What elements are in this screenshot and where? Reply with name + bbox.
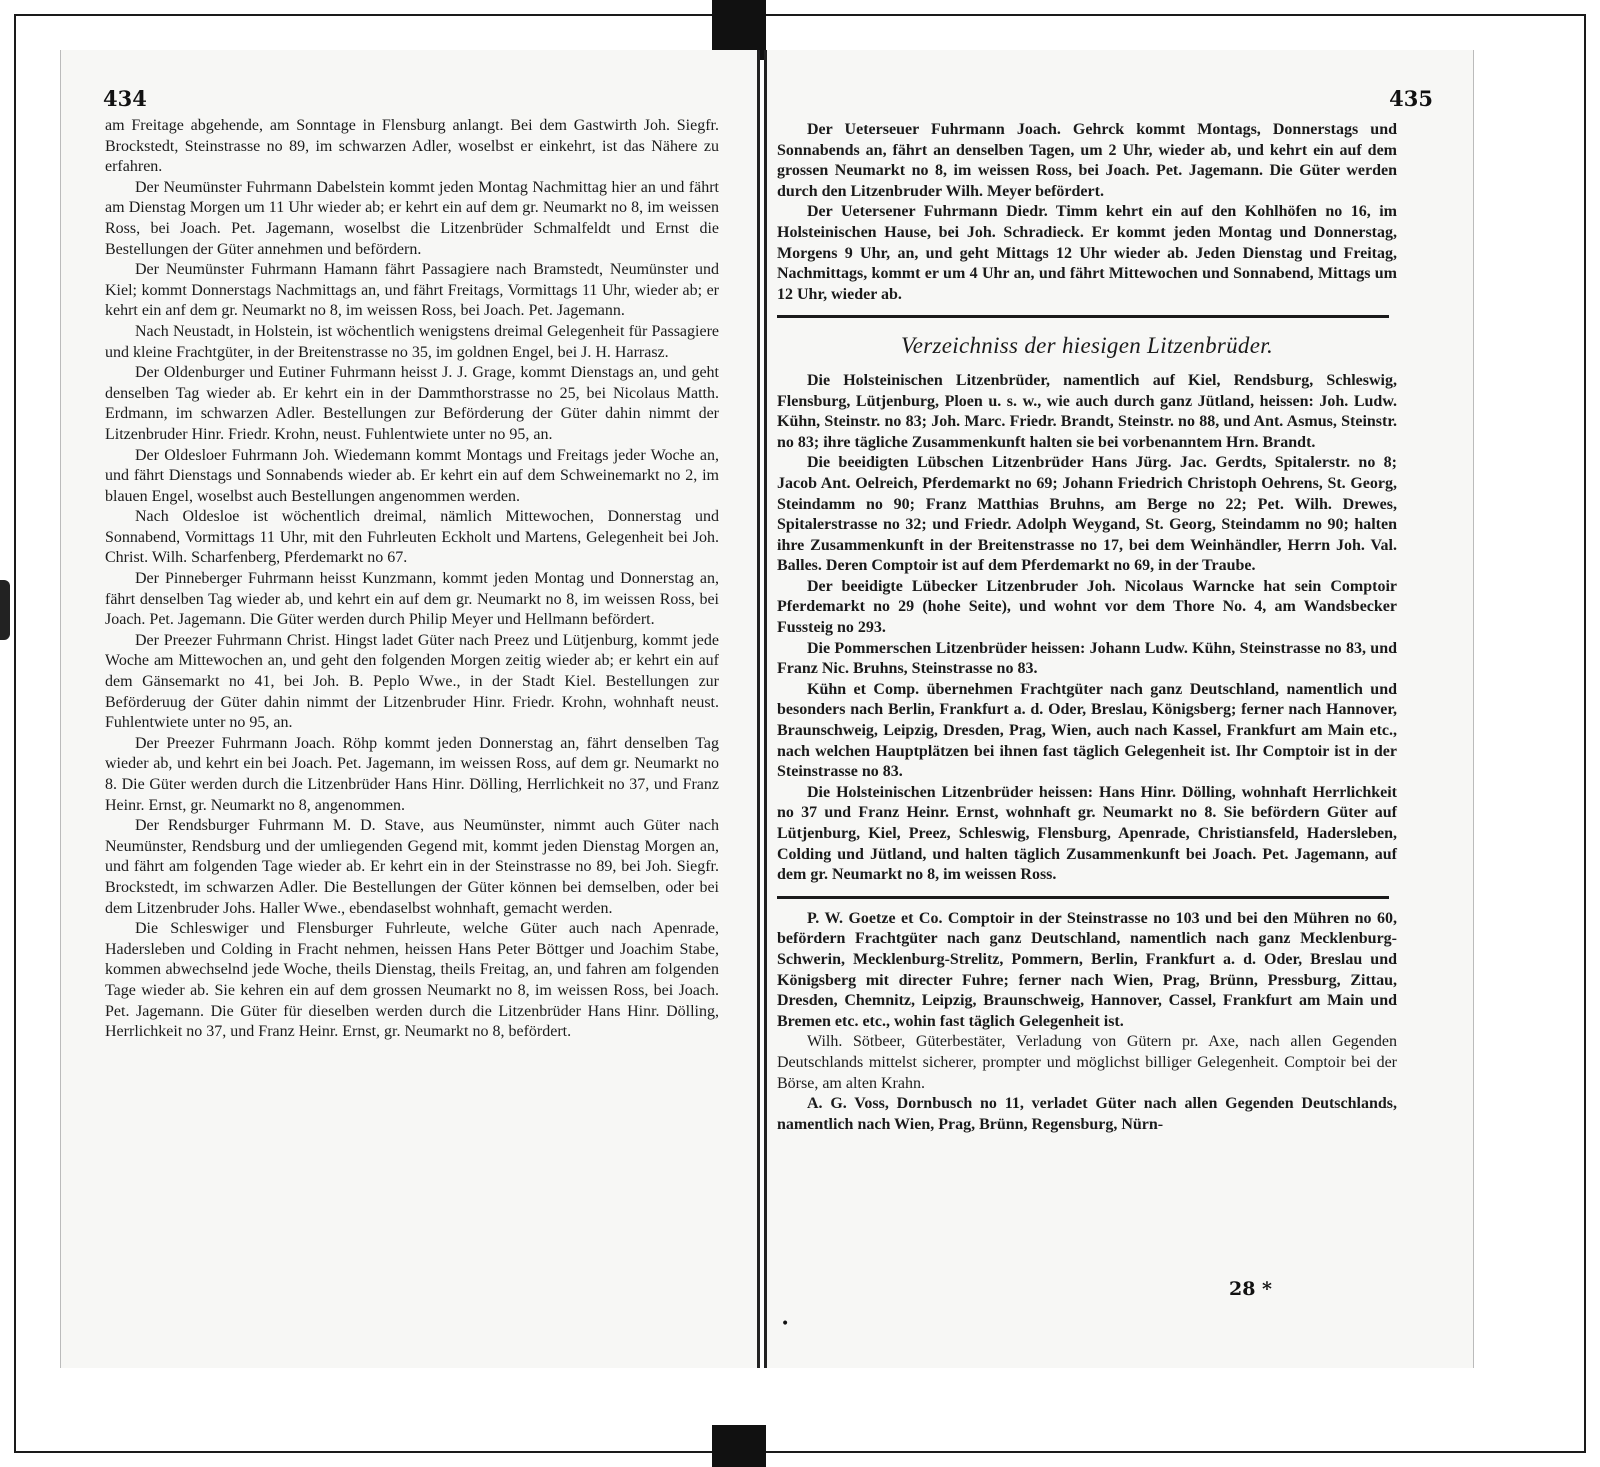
paragraph: am Freitage abgehende, am Sonntage in Flensburg anlangt. Bei dem Gastwirth Joh. Siegfr. Brockstedt, Steinstrasse no 89, im schwarzen Adler, woselbst er einkehrt, ist das Nähere zu erfahren.	[105, 117, 719, 176]
paragraph: Der Neumünster Fuhrmann Dabelstein kommt jeden Montag Nachmittag hier an und fährt am Dienstag Morgen um 11 Uhr wieder ab; er kehrt ein auf dem gr. Neumarkt no 8, im weissen Ross, bei Joach. Pet. Jagemann, woselbst die Litzenbrüder Schmalfeldt und Ernst die Bestellungen der Güter annehmen und befördern.	[105, 178, 719, 258]
divider-rule	[777, 896, 1389, 899]
paragraph: Der Uetersener Fuhrmann Diedr. Timm kehrt ein auf den Kohlhöfen no 16, im Holsteinischen Hause, bei Joh. Schradieck. Er kommt jeden Montag und Donnerstag, Morgens 9 Uhr, an, und geht Mittags 12 Uhr wieder ab. Jeden Dienstag und Freitag, Nachmittags, kommt er um 4 Uhr an, und fährt Mittewochen und Sonnabend, Mittags um 12 Uhr, wieder ab.	[777, 203, 1397, 303]
paragraph: Nach Oldesloe ist wöchentlich dreimal, nämlich Mittewochen, Donnerstag und Sonnabend, Vormittags 11 Uhr, mit den Fuhrleuten Eckholt und Martens, Gelegenheit bei Joh. Christ. Wilh. Scharfenberg, Pferdemarkt no 67.	[105, 508, 719, 567]
paragraph: P. W. Goetze et Co. Comptoir in der Steinstrasse no 103 und bei den Mühren no 60, befördern Frachtgüter nach ganz Deutschland, namentlich nach ganz Mecklenburg-Schwerin, Mecklenburg-Strelitz, Pommern, Berlin, Frankfurt a. d. Oder, Breslau und Königsberg mit directer Fuhre; ferner nach Wien, Prag, Brünn, Pressburg, Zittau, Dresden, Chemnitz, Leipzig, Braunschweig, Hannover, Cassel, Frankfurt am Main und Bremen etc. etc., wohin fast täglich Gelegenheit ist.	[777, 909, 1397, 1030]
page-number: 434	[103, 86, 147, 111]
binding-gutter-bottom	[712, 1425, 766, 1467]
paragraph: Kühn et Comp. übernehmen Frachtgüter nach ganz Deutschland, namentlich und besonders nach Berlin, Frankfurt a. d. Oder, Breslau, Königsberg; ferner nach Hannover, Braunschweig, Leipzig, Dresden, Prag, Wien, auch nach Kassel, Frankfurt am Main etc., nach welchen Hauptplätzen bei ihnen fast täglich Gelegenheit ist. Ihr Comptoir ist in der Steinstrasse no 83.	[777, 680, 1397, 781]
paragraph: Nach Neustadt, in Holstein, ist wöchentlich wenigstens dreimal Gelegenheit für Passagiere und kleine Frachtgüter, in der Breitenstrasse no 35, im goldnen Engel, bei J. H. Harrasz.	[105, 322, 719, 361]
paragraph: Der Oldenburger und Eutiner Fuhrmann heisst J. J. Grage, kommt Dienstags an, und geht denselben Tag wieder ab. Er kehrt ein in der Dammthorstrasse no 25, bei Nicolaus Matth. Erdmann, im schwarzen Adler. Bestellungen zur Beförderung der Güter dahin nimmt der Litzenbruder Hinr. Friedr. Krohn, neust. Fuhlentwiete unter no 95, an.	[105, 364, 719, 443]
paragraph: Der Neumünster Fuhrmann Hamann fährt Passagiere nach Bramstedt, Neumünster und Kiel; kommt Donnerstags Nachmittags an, und fährt Freitags, Vormittags 11 Uhr, wieder ab; er kehrt ein anf dem gr. Neumarkt no 8, im weissen Ross, bei Joach. Pet. Jagemann.	[105, 261, 719, 320]
page-number: 435	[1389, 86, 1433, 111]
paragraph: Die Pommerschen Litzenbrüder heissen: Johann Ludw. Kühn, Steinstrasse no 83, und Franz Nic. Bruhns, Steinstrasse no 83.	[777, 639, 1397, 678]
section-heading: Verzeichniss der hiesigen Litzenbrüder.	[900, 333, 1273, 359]
paragraph: Der Preezer Fuhrmann Joach. Röhp kommt jeden Donnerstag an, fährt denselben Tag wieder ab, und kehrt ein bei Joach. Pet. Jagemann, im weissen Ross, auf dem gr. Neumarkt no 8. Die Güter werden durch die Litzenbrüder Hans Hinr. Dölling, Herrlichkeit no 37, und Franz Heinr. Ernst, gr. Neumarkt no 8, angenommen.	[105, 734, 719, 814]
left-page	[60, 50, 760, 1368]
paragraph: Der beeidigte Lübecker Litzenbruder Joh. Nicolaus Warncke hat sein Comptoir Pferdemarkt no 29 (hohe Seite), und wohnt vor dem Thore No. 4, am Wandsbecker Fussteig no 293.	[777, 577, 1397, 637]
paragraph: Die Schleswiger und Flensburger Fuhrleute, welche Güter auch nach Apenrade, Hadersleben und Colding in Fracht nehmen, heissen Hans Peter Böttger und Joachim Stabe, kommen abwechselnd jede Woche, theils Dienstag, theils Freitag, an, und fahren am folgenden Tage wieder ab. Sie kehren ein auf dem grossen Neumarkt no 8, im weissen Ross, bei Joach. Pet. Jagemann. Die Güter für dieselben werden durch die Litzenbrüder Hans Hinr. Dölling, Herrlichkeit no 37, und Franz Heinr. Ernst, gr. Neumarkt no 8, befördert.	[105, 920, 719, 1041]
paragraph: Die beeidigten Lübschen Litzenbrüder Hans Jürg. Jac. Gerdts, Spitalerstr. no 8; Jacob Ant. Oelreich, Pferdemarkt no 69; Johann Friedrich Christoph Oehrens, St. Georg, Steindamm no 90; Franz Matthias Bruhns, am Berge no 22; Pet. Wilh. Drewes, Spitalerstrasse no 32; und Friedr. Adolph Weygand, St. Georg, Steindamm no 90; halten ihre Zusammenkunft in der Breitenstrasse no 17, bei dem Weinhändler, Herrn Joh. Val. Balles. Deren Comptoir ist auf dem Pferdemarkt no 69, in der Traube.	[777, 454, 1397, 575]
signature-mark: 28 *	[1229, 1278, 1272, 1300]
paragraph: A. G. Voss, Dornbusch no 11, verladet Güter nach allen Gegenden Deutschlands, namentlich nach Wien, Prag, Brünn, Regensburg, Nürn-	[777, 1095, 1397, 1133]
ink-dot: •	[781, 1316, 790, 1332]
right-page-text	[777, 120, 1397, 1135]
divider-rule	[777, 315, 1389, 318]
paragraph: Der Oldesloer Fuhrmann Joh. Wiedemann kommt Montags und Freitags jeder Woche an, und fährt Dienstags und Sonnabends wieder ab. Er kehrt ein auf dem Schweinemarkt no 2, im blauen Engel, woselbst auch Bestellungen angenommen werden.	[105, 446, 719, 505]
paragraph: Die Holsteinischen Litzenbrüder, namentlich auf Kiel, Rendsburg, Schleswig, Flensburg, Lütjenburg, Ploen u. s. w., wie auch durch ganz Jütland, heissen: Joh. Ludw. Kühn, Steinstr. no 83; Joh. Marc. Friedr. Brandt, Steinstr. no 88, und Ant. Asmus, Steinstr. no 83; ihre tägliche Zusammenkunft halten sie bei vorbenanntem Hrn. Brandt.	[777, 371, 1397, 451]
paragraph: Der Pinneberger Fuhrmann heisst Kunzmann, kommt jeden Montag und Donnerstag an, fährt denselben Tag wieder ab, und kehrt ein auf dem gr. Neumarkt no 8, im weissen Ross, bei Joach. Pet. Jagemann. Die Güter werden durch Philip Meyer und Hellmann befördert.	[105, 570, 719, 629]
right-page	[764, 50, 1474, 1368]
edge-mark	[0, 580, 10, 640]
paragraph: Die Holsteinischen Litzenbrüder heissen: Hans Hinr. Dölling, wohnhaft Herrlichkeit no 37 und Franz Heinr. Ernst, wohnhaft gr. Neumarkt no 8. Sie befördern Güter auf Lütjenburg, Kiel, Preez, Schleswig, Flensburg, Apenrade, Christiansfeld, Hadersleben, Colding und Jütland, und halten täglich Zusammenkunft bei Joach. Pet. Jagemann, auf dem gr. Neumarkt no 8, im weissen Ross.	[777, 783, 1397, 884]
paragraph: Der Ueterseuer Fuhrmann Joach. Gehrck kommt Montags, Donnerstags und Sonnabends an, fährt an denselben Tagen, um 2 Uhr, wieder ab, und kehrt ein auf dem grossen Neumarkt no 8, im weissen Ross, bei Joach. Pet. Jagemann. Die Güter werden durch den Litzenbruder Wilh. Meyer befördert.	[777, 121, 1397, 200]
paragraph: Der Rendsburger Fuhrmann M. D. Stave, aus Neumünster, nimmt auch Güter nach Neumünster, Rendsburg und der umliegenden Gegend mit, kommt jeden Dienstag Morgen an, und fährt am folgenden Tage wieder ab. Er kehrt ein in der Steinstrasse no 89, bei Joh. Siegfr. Brockstedt, im schwarzen Adler. Die Bestellungen der Güter können bei demselben, oder bei dem Litzenbruder Johs. Haller Wwe., ebendaselbst wohnhaft, gemacht werden.	[105, 817, 719, 917]
paragraph: Wilh. Sötbeer, Güterbestäter, Verladung von Gütern pr. Axe, nach allen Gegenden Deutschlands mittelst sicherer, prompter und möglichst billiger Gelegenheit. Comptoir bei der Börse, am alten Krahn.	[777, 1033, 1397, 1092]
paragraph: Der Preezer Fuhrmann Christ. Hingst ladet Güter nach Preez und Lütjenburg, kommt jede Woche am Mittewochen an, und geht den folgenden Morgen zeitig wieder ab; er kehrt ein auf dem Gänsemarkt no 41, bei Joh. B. Peplo Wwe., in der Stadt Kiel. Bestellungen zur Beförderuug der Güter dahin nimmt der Litzenbruder Hinr. Friedr. Krohn, wohnhaft neust. Fuhlentwiete unter no 95, an.	[105, 631, 719, 732]
left-page-text	[105, 116, 719, 1043]
